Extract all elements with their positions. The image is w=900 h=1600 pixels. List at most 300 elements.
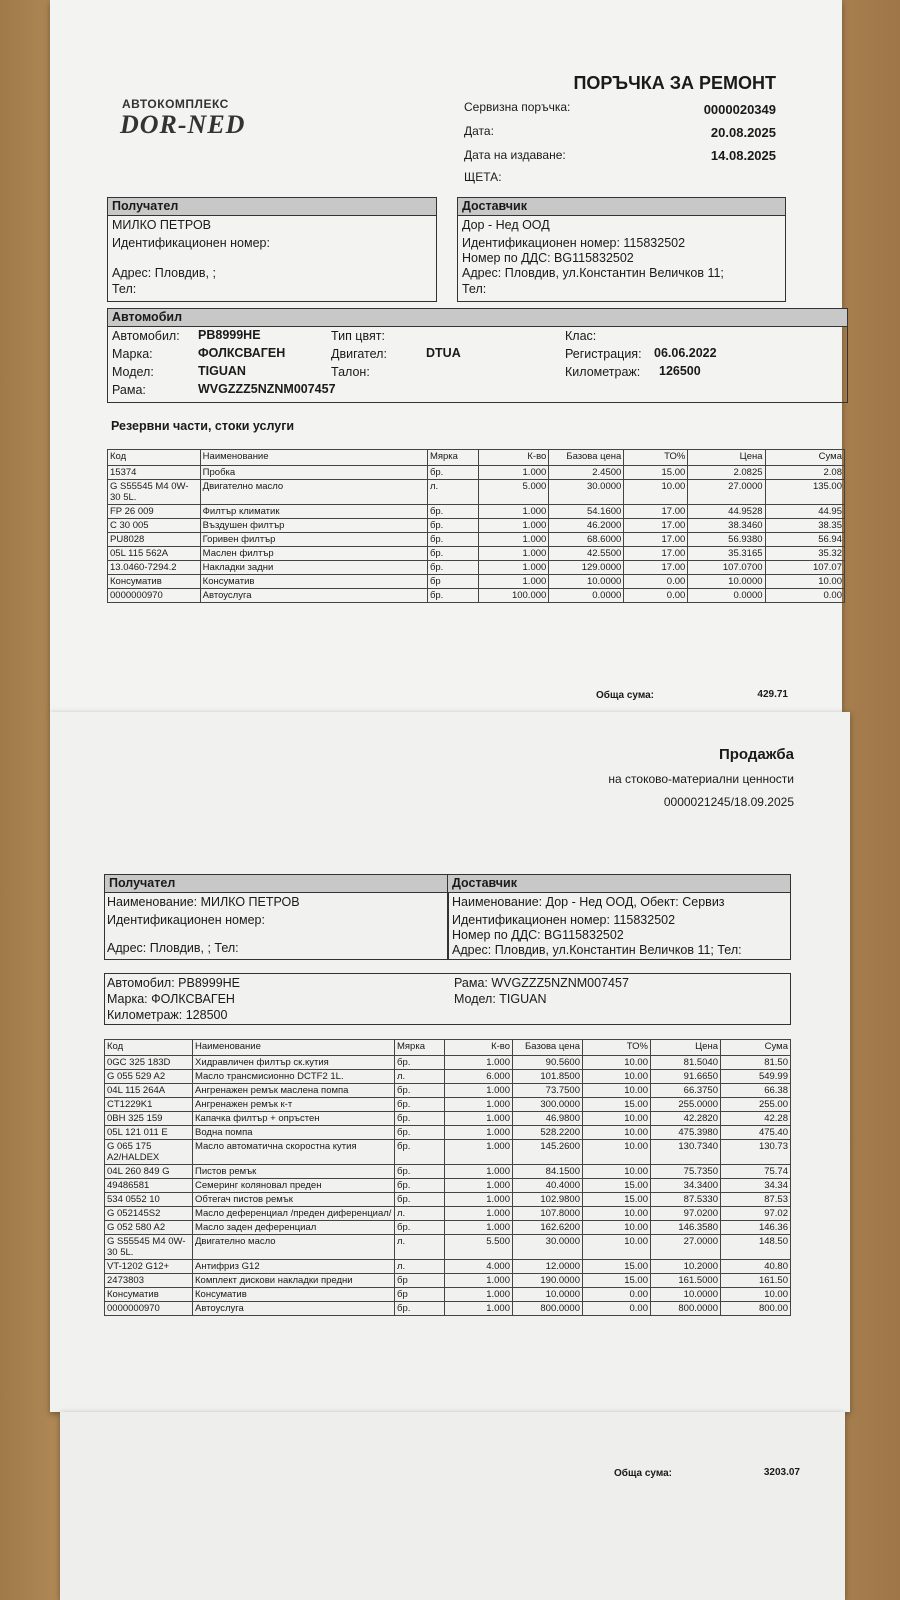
table-cell: 35.32 [765, 547, 844, 561]
table-cell: 56.94 [765, 533, 844, 547]
table-cell: бр. [427, 505, 478, 519]
table-cell: бр [427, 575, 478, 589]
table-cell: 107.8000 [513, 1207, 583, 1221]
table-cell: Масло трансмисионно DCTF2 1L. [193, 1070, 395, 1084]
table-cell: G 065 175 A2/HALDEX [105, 1140, 193, 1165]
recipient-phone: Тел: [112, 282, 137, 296]
sale-supplier-id: Идентификационен номер: 115832502 [452, 913, 676, 927]
table-cell: 15.00 [583, 1193, 651, 1207]
car-plate: PB8999HE [198, 328, 261, 342]
table-cell: 4.000 [445, 1260, 513, 1274]
make-label: Марка: [112, 347, 153, 361]
sale-total-value: 3203.07 [763, 1467, 800, 1478]
table-cell: 1.000 [445, 1207, 513, 1221]
table-cell: бр. [427, 533, 478, 547]
registration-value: 06.06.2022 [654, 346, 717, 360]
table-cell: 1.000 [478, 561, 549, 575]
sale-col-header: Код [105, 1040, 193, 1056]
sale-col-header: Базова цена [513, 1040, 583, 1056]
table-cell: 10.0000 [688, 575, 765, 589]
table-cell: бр. [427, 547, 478, 561]
table-cell: 38.3460 [688, 519, 765, 533]
table-cell: 34.34 [721, 1179, 791, 1193]
parts-section-title: Резервни части, стоки услуги [111, 419, 295, 433]
table-cell: 15.00 [583, 1179, 651, 1193]
table-cell: 68.6000 [549, 533, 624, 547]
table-cell: 800.0000 [651, 1302, 721, 1316]
meta-value-issue-date: 14.08.2025 [710, 148, 776, 163]
supplier-phone: Тел: [462, 282, 487, 296]
table-cell: 42.2820 [651, 1112, 721, 1126]
sale-col-header: ТО% [583, 1040, 651, 1056]
table-cell: 0BH 325 159 [105, 1112, 193, 1126]
sale-supplier-box [447, 874, 791, 960]
table-cell: 75.74 [721, 1165, 791, 1179]
supplier-id: Идентификационен номер: 115832502 [462, 236, 686, 250]
table-cell: Консуматив [193, 1288, 395, 1302]
table-row [108, 561, 845, 575]
table-cell: 90.5600 [513, 1056, 583, 1070]
table-row [105, 1098, 791, 1112]
recipient-box [107, 197, 437, 302]
sale-car-make: Марка: ФОЛКСВАГЕН [107, 992, 235, 1006]
table-cell: Пистов ремък [193, 1165, 395, 1179]
frame-label: Рама: [112, 383, 146, 397]
table-cell: 17.00 [624, 533, 688, 547]
table-cell: 44.95 [765, 505, 844, 519]
table-cell: бр. [395, 1165, 445, 1179]
table-cell: бр. [395, 1084, 445, 1098]
meta-value-date: 20.08.2025 [710, 125, 776, 140]
supplier-box [457, 197, 786, 302]
table-cell: Маслен филтър [200, 547, 427, 561]
table-row [108, 466, 845, 480]
table-cell: 107.07 [765, 561, 844, 575]
table-cell: 800.00 [721, 1302, 791, 1316]
sale-car-model: Модел: TIGUAN [454, 992, 547, 1006]
table-cell: 54.1600 [549, 505, 624, 519]
table-cell: Филтър климатик [200, 505, 427, 519]
order-col-header: Мярка [427, 450, 478, 466]
table-row [108, 505, 845, 519]
table-cell: Обтегач пистов ремък [193, 1193, 395, 1207]
sale-number: 0000021245/18.09.2025 [663, 795, 794, 809]
table-cell: 87.5330 [651, 1193, 721, 1207]
table-row [105, 1207, 791, 1221]
table-cell: Автоуслуга [200, 589, 427, 603]
table-cell: 97.0200 [651, 1207, 721, 1221]
table-cell: 40.4000 [513, 1179, 583, 1193]
table-cell: 1.000 [445, 1288, 513, 1302]
car-box [107, 308, 848, 403]
table-cell: Капачка филтър + опръстен [193, 1112, 395, 1126]
table-cell: 475.40 [721, 1126, 791, 1140]
table-cell: 66.3750 [651, 1084, 721, 1098]
table-cell: 2473803 [105, 1274, 193, 1288]
table-cell: Автоуслуга [193, 1302, 395, 1316]
table-cell: Двигателно масло [200, 480, 427, 505]
table-cell: G S55545 M4 0W-30 5L. [105, 1235, 193, 1260]
order-total-label: Обща сума: [596, 690, 655, 701]
table-cell: 1.000 [445, 1165, 513, 1179]
class-label: Клас: [565, 329, 597, 343]
table-cell: 46.2000 [549, 519, 624, 533]
table-cell: 146.36 [721, 1221, 791, 1235]
table-cell: 10.00 [583, 1235, 651, 1260]
frame-value: WVGZZZ5NZNM007457 [198, 382, 336, 396]
table-cell: 10.00 [765, 575, 844, 589]
table-cell: 101.8500 [513, 1070, 583, 1084]
talon-label: Талон: [331, 365, 370, 379]
table-row [105, 1235, 791, 1260]
table-cell: 5.000 [478, 480, 549, 505]
table-cell: 17.00 [624, 547, 688, 561]
table-row [105, 1221, 791, 1235]
table-cell: 6.000 [445, 1070, 513, 1084]
table-cell: 40.80 [721, 1260, 791, 1274]
table-row [105, 1165, 791, 1179]
table-row [108, 589, 845, 603]
table-cell: 1.000 [445, 1274, 513, 1288]
table-cell: 10.00 [583, 1165, 651, 1179]
table-cell: бр. [427, 466, 478, 480]
table-cell: 549.99 [721, 1070, 791, 1084]
table-cell: бр. [395, 1302, 445, 1316]
table-cell: 35.3165 [688, 547, 765, 561]
table-cell: 17.00 [624, 505, 688, 519]
sale-title: Продажба [718, 746, 794, 763]
meta-label-damage: ЩЕТА: [464, 170, 502, 184]
sale-car-mileage: Километраж: 128500 [107, 1008, 228, 1022]
table-cell: 255.0000 [651, 1098, 721, 1112]
model-label: Модел: [112, 365, 154, 379]
order-col-header: ТО% [624, 450, 688, 466]
document-title: ПОРЪЧКА ЗА РЕМОНТ [573, 73, 776, 93]
table-cell: 10.00 [583, 1112, 651, 1126]
recipient-id-label: Идентификационен номер: [112, 236, 270, 250]
table-cell: Масло деференциал /преден диференциал/ [193, 1207, 395, 1221]
table-cell: Ангренажен ремък маслена помпа [193, 1084, 395, 1098]
sale-total-label: Обща сума: [614, 1468, 673, 1479]
table-cell: Пробка [200, 466, 427, 480]
table-cell: л. [395, 1070, 445, 1084]
table-row [105, 1193, 791, 1207]
table-cell: 146.3580 [651, 1221, 721, 1235]
sale-col-header: Цена [651, 1040, 721, 1056]
order-col-header: Базова цена [549, 450, 624, 466]
table-cell: 10.00 [583, 1126, 651, 1140]
table-row [105, 1302, 791, 1316]
meta-value-order: 0000020349 [703, 102, 776, 117]
table-cell: 15.00 [583, 1098, 651, 1112]
table-cell: 300.0000 [513, 1098, 583, 1112]
table-cell: 162.6200 [513, 1221, 583, 1235]
table-cell: Накладки задни [200, 561, 427, 575]
table-cell: 04L 260 849 G [105, 1165, 193, 1179]
table-cell: 81.50 [721, 1056, 791, 1070]
table-cell: 10.0000 [513, 1288, 583, 1302]
table-cell: 10.00 [583, 1140, 651, 1165]
table-cell: 1.000 [445, 1221, 513, 1235]
table-row [105, 1260, 791, 1274]
order-col-header: Код [108, 450, 201, 466]
table-cell: 0.0000 [549, 589, 624, 603]
table-cell: 1.000 [478, 533, 549, 547]
meta-label-date: Дата: [464, 124, 494, 138]
table-cell: PU8028 [108, 533, 201, 547]
table-cell: 1.000 [478, 519, 549, 533]
table-cell: 0.00 [624, 575, 688, 589]
sale-recipient-name: Наименование: МИЛКО ПЕТРОВ [107, 895, 300, 909]
table-cell: 800.0000 [513, 1302, 583, 1316]
table-cell: G S55545 M4 0W-30 5L. [108, 480, 201, 505]
table-cell: 5.500 [445, 1235, 513, 1260]
table-row [108, 519, 845, 533]
table-cell: бр. [395, 1140, 445, 1165]
table-cell: Комплект дискови накладки предни [193, 1274, 395, 1288]
table-cell: 255.00 [721, 1098, 791, 1112]
recipient-name: МИЛКО ПЕТРОВ [112, 218, 212, 232]
table-cell: G 055 529 A2 [105, 1070, 193, 1084]
table-cell: бр. [395, 1221, 445, 1235]
table-cell: 190.0000 [513, 1274, 583, 1288]
table-cell: Консуматив [105, 1288, 193, 1302]
engine-value: DTUA [426, 346, 461, 360]
table-cell: Водна помпа [193, 1126, 395, 1140]
table-cell: G 052145S2 [105, 1207, 193, 1221]
car-label: Автомобил: [112, 329, 180, 343]
order-col-header: Сума [765, 450, 844, 466]
order-total-value: 429.71 [757, 689, 788, 700]
table-cell: 91.6650 [651, 1070, 721, 1084]
table-cell: 2.0825 [688, 466, 765, 480]
table-cell: 1.000 [445, 1056, 513, 1070]
table-cell: Консуматив [108, 575, 201, 589]
sale-recipient-heading: Получател [105, 875, 448, 893]
table-cell: 2.08 [765, 466, 844, 480]
table-cell: 2.4500 [549, 466, 624, 480]
table-cell: 10.2000 [651, 1260, 721, 1274]
repair-order-sheet [50, 0, 842, 712]
table-cell: 38.35 [765, 519, 844, 533]
table-cell: 10.00 [583, 1084, 651, 1098]
table-cell: 102.9800 [513, 1193, 583, 1207]
table-cell: Масло заден деференциал [193, 1221, 395, 1235]
table-cell: 30.0000 [513, 1235, 583, 1260]
sale-col-header: Мярка [395, 1040, 445, 1056]
table-cell: 10.0000 [651, 1288, 721, 1302]
sale-col-header: Сума [721, 1040, 791, 1056]
table-cell: 30.0000 [549, 480, 624, 505]
table-cell: 97.02 [721, 1207, 791, 1221]
table-cell: 44.9528 [688, 505, 765, 519]
table-cell: 73.7500 [513, 1084, 583, 1098]
table-cell: бр. [395, 1193, 445, 1207]
sale-supplier-address: Адрес: Пловдив, ул.Константин Величков 11; Тел: [452, 943, 742, 957]
table-cell: 1.000 [445, 1140, 513, 1165]
table-row [105, 1288, 791, 1302]
sale-recipient-box [104, 874, 449, 960]
supplier-heading: Доставчик [458, 198, 785, 216]
table-cell: 475.3980 [651, 1126, 721, 1140]
table-cell: 17.00 [624, 561, 688, 575]
table-cell: 534 0552 10 [105, 1193, 193, 1207]
sale-sheet [50, 712, 850, 1412]
sale-supplier-name: Наименование: Дор - Нед ООД, Обект: Сервиз [452, 895, 725, 909]
table-cell: бр. [395, 1098, 445, 1112]
order-col-header: Цена [688, 450, 765, 466]
table-cell: 34.3400 [651, 1179, 721, 1193]
table-cell: 1.000 [445, 1193, 513, 1207]
table-row [105, 1126, 791, 1140]
supplier-address: Адрес: Пловдив, ул.Константин Величков 11; [462, 266, 724, 280]
table-row [108, 547, 845, 561]
recipient-heading: Получател [108, 198, 436, 216]
table-cell: Горивен филтър [200, 533, 427, 547]
sale-parts-table [104, 1039, 791, 1316]
table-cell: 1.000 [478, 466, 549, 480]
sale-recipient-address: Адрес: Пловдив, ; Тел: [107, 941, 239, 955]
table-cell: 0.00 [765, 589, 844, 603]
table-cell: Ангренажен ремък к-т [193, 1098, 395, 1112]
table-cell: 15.00 [624, 466, 688, 480]
table-cell: 107.0700 [688, 561, 765, 575]
table-row [105, 1084, 791, 1098]
table-cell: 10.00 [583, 1207, 651, 1221]
table-cell: 27.0000 [651, 1235, 721, 1260]
table-cell: 27.0000 [688, 480, 765, 505]
supplier-name: Дор - Нед ООД [462, 218, 550, 232]
table-cell: 10.00 [721, 1288, 791, 1302]
sale-col-header: К-во [445, 1040, 513, 1056]
table-row [108, 480, 845, 505]
sale-car-frame: Рама: WVGZZZ5NZNM007457 [454, 976, 629, 990]
table-cell: бр [395, 1288, 445, 1302]
table-cell: 05L 121 011 E [105, 1126, 193, 1140]
engine-label: Двигател: [331, 347, 387, 361]
table-cell: 129.0000 [549, 561, 624, 575]
table-cell: 15374 [108, 466, 201, 480]
table-cell: бр. [427, 589, 478, 603]
table-cell: 81.5040 [651, 1056, 721, 1070]
table-cell: 46.9800 [513, 1112, 583, 1126]
table-cell: 84.1500 [513, 1165, 583, 1179]
mileage-label: Километраж: [565, 365, 641, 379]
table-cell: бр. [395, 1112, 445, 1126]
table-cell: бр. [395, 1126, 445, 1140]
supplier-vat: Номер по ДДС: BG115832502 [462, 251, 634, 265]
table-cell: 130.7340 [651, 1140, 721, 1165]
sale-total-sheet [60, 1412, 845, 1600]
sale-recipient-id-label: Идентификационен номер: [107, 913, 265, 927]
sale-supplier-vat: Номер по ДДС: BG115832502 [452, 928, 624, 942]
table-cell: 10.00 [583, 1070, 651, 1084]
table-cell: 42.5500 [549, 547, 624, 561]
table-cell: 161.5000 [651, 1274, 721, 1288]
table-cell: бр [395, 1274, 445, 1288]
table-cell: 1.000 [445, 1112, 513, 1126]
color-label: Тип цвят: [331, 329, 385, 343]
order-parts-table [107, 449, 845, 603]
table-cell: 1.000 [478, 547, 549, 561]
table-cell: л. [427, 480, 478, 505]
table-cell: Антифриз G12 [193, 1260, 395, 1274]
table-row [105, 1179, 791, 1193]
table-cell: Семеринг коляновал преден [193, 1179, 395, 1193]
table-cell: 0.00 [583, 1302, 651, 1316]
table-cell: G 052 580 A2 [105, 1221, 193, 1235]
table-cell: 1.000 [445, 1084, 513, 1098]
table-cell: CT1229K1 [105, 1098, 193, 1112]
table-cell: 10.00 [583, 1221, 651, 1235]
sale-subtitle: на стоково-материални ценности [608, 772, 794, 786]
sale-car-plate: Автомобил: PB8999HE [107, 976, 241, 990]
table-cell: 1.000 [445, 1126, 513, 1140]
registration-label: Регистрация: [565, 347, 642, 361]
table-cell: 15.00 [583, 1274, 651, 1288]
table-cell: 135.00 [765, 480, 844, 505]
table-cell: 1.000 [445, 1302, 513, 1316]
sale-col-header: Наименование [193, 1040, 395, 1056]
model-value: TIGUAN [198, 364, 246, 378]
table-cell: 0.0000 [688, 589, 765, 603]
table-cell: 05L 115 562A [108, 547, 201, 561]
table-cell: бр. [427, 561, 478, 575]
table-cell: VT-1202 G12+ [105, 1260, 193, 1274]
table-cell: 0.00 [624, 589, 688, 603]
table-cell: 15.00 [583, 1260, 651, 1274]
table-cell: л. [395, 1235, 445, 1260]
table-cell: 528.2200 [513, 1126, 583, 1140]
table-cell: 10.00 [624, 480, 688, 505]
mileage-value: 126500 [659, 364, 701, 378]
table-cell: 1.000 [478, 575, 549, 589]
table-cell: 148.50 [721, 1235, 791, 1260]
table-cell: 1.000 [445, 1179, 513, 1193]
table-cell: 13.0460-7294.2 [108, 561, 201, 575]
make-value: ФОЛКСВАГЕН [198, 346, 286, 360]
table-row [108, 533, 845, 547]
table-cell: 1.000 [445, 1098, 513, 1112]
table-cell: 0000000970 [108, 589, 201, 603]
table-cell: Въздушен филтър [200, 519, 427, 533]
table-cell: Хидравличен филтър ск.кутия [193, 1056, 395, 1070]
table-cell: 56.9380 [688, 533, 765, 547]
table-cell: 87.53 [721, 1193, 791, 1207]
table-cell: 75.7350 [651, 1165, 721, 1179]
table-cell: л. [395, 1207, 445, 1221]
table-row [105, 1056, 791, 1070]
table-cell: C 30 005 [108, 519, 201, 533]
table-cell: 1.000 [478, 505, 549, 519]
table-cell: 10.00 [583, 1056, 651, 1070]
table-cell: 0GC 325 183D [105, 1056, 193, 1070]
table-cell: 145.2600 [513, 1140, 583, 1165]
table-row [105, 1112, 791, 1126]
table-cell: 04L 115 264A [105, 1084, 193, 1098]
table-cell: Консуматив [200, 575, 427, 589]
table-cell: 17.00 [624, 519, 688, 533]
table-cell: 0000000970 [105, 1302, 193, 1316]
table-row [108, 575, 845, 589]
table-cell: Масло автоматична скоростна кутия [193, 1140, 395, 1165]
meta-label-order: Сервизна поръчка: [464, 100, 571, 114]
table-cell: бр. [427, 519, 478, 533]
order-col-header: Наименование [200, 450, 427, 466]
table-cell: 161.50 [721, 1274, 791, 1288]
table-cell: бр. [395, 1179, 445, 1193]
table-row [105, 1070, 791, 1084]
